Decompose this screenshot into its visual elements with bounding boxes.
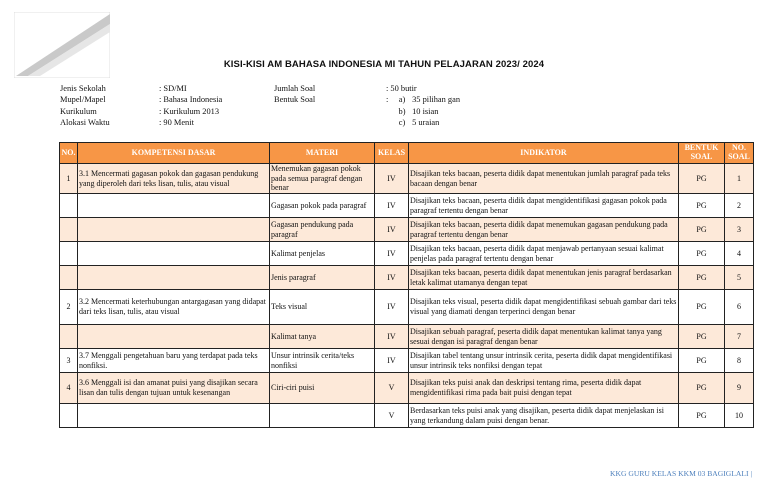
table-row	[60, 266, 754, 290]
question-type-list	[386, 83, 460, 129]
table-row	[60, 290, 754, 325]
question-type-text: 5 uraian	[412, 118, 440, 128]
header-bentuk-soal: BENTUK SOAL	[679, 143, 725, 164]
table-header-row	[60, 143, 754, 164]
info-value: : SD/MI	[159, 84, 187, 93]
cell-no-soal: 3	[725, 218, 754, 242]
cell-bentuk-soal: PG	[679, 373, 725, 404]
cell-kompetensi-dasar: 3.2 Mencermati keterhubungan antargagasan yang didapat dari teks lisan, tulis, atau visual	[78, 290, 270, 325]
cell-kelas: IV	[375, 218, 409, 242]
cell-indikator: Disajikan tabel tentang unsur intrinsik cerita, peserta didik dapat mengidentifikasi unsur intrinsik teks nonfiksi dengan tepat	[409, 349, 679, 373]
cell-bentuk-soal: PG	[679, 242, 725, 266]
cell-materi: Teks visual	[270, 290, 375, 325]
cell-no-soal: 7	[725, 325, 754, 349]
cell-materi	[270, 404, 375, 428]
cell-materi: Ciri-ciri puisi	[270, 373, 375, 404]
cell-kelas: IV	[375, 242, 409, 266]
question-type-letter: c)	[398, 118, 406, 128]
cell-materi: Kalimat tanya	[270, 325, 375, 349]
cell-materi: Kalimat penjelas	[270, 242, 375, 266]
cell-kompetensi-dasar	[78, 266, 270, 290]
cell-bentuk-soal: PG	[679, 194, 725, 218]
cell-kelas: IV	[375, 349, 409, 373]
question-type-item	[386, 94, 460, 105]
cell-no-soal: 10	[725, 404, 754, 428]
cell-indikator: Disajikan teks bacaan, peserta didik dapat menemukan gagasan pendukung pada paragraf tertentu dengan benar	[409, 218, 679, 242]
header-kelas: KELAS	[375, 143, 409, 164]
cell-no: 1	[60, 164, 78, 194]
cell-indikator: Disajikan teks visual, peserta didik dapat mengidentifikasi sebuah gambar dari teks visual yang diamati dengan terperinci dengan benar	[409, 290, 679, 325]
cell-no-soal: 9	[725, 373, 754, 404]
cell-no	[60, 404, 78, 428]
cell-bentuk-soal: PG	[679, 290, 725, 325]
cell-no-soal: 5	[725, 266, 754, 290]
question-type-item	[386, 106, 460, 117]
kisi-kisi-table	[59, 142, 754, 428]
header-no: NO.	[60, 143, 78, 164]
cell-bentuk-soal: PG	[679, 325, 725, 349]
question-type-letter: a)	[398, 95, 406, 105]
cell-bentuk-soal: PG	[679, 266, 725, 290]
header-kompetensi-dasar: KOMPETENSI DASAR	[78, 143, 270, 164]
cell-indikator: Berdasarkan teks puisi anak yang disajikan, peserta didik dapat menjelaskan isi yang terkandung dalam puisi dengan benar.	[409, 404, 679, 428]
cell-no	[60, 218, 78, 242]
info-row	[60, 106, 222, 117]
info-value: : Kurikulum 2013	[159, 106, 220, 116]
cell-kelas: IV	[375, 325, 409, 349]
info-label: Alokasi Waktu	[60, 118, 110, 128]
cell-bentuk-soal: PG	[679, 349, 725, 373]
cell-kelas: V	[375, 373, 409, 404]
cell-kelas: IV	[375, 290, 409, 325]
question-type-text: 10 isian	[412, 106, 439, 116]
table-row	[60, 404, 754, 428]
header-no-soal: NO. SOAL	[725, 143, 754, 164]
header-indikator: INDIKATOR	[409, 143, 679, 164]
cell-bentuk-soal: PG	[679, 164, 725, 194]
cell-indikator: Disajikan teks bacaan, peserta didik dapat mengidentifikasi gagasan pokok pada paragraf tertentu dengan benar	[409, 194, 679, 218]
table-row	[60, 325, 754, 349]
cell-materi: Gagasan pendukung pada paragraf	[270, 218, 375, 242]
cell-no-soal: 6	[725, 290, 754, 325]
cell-kelas: V	[375, 404, 409, 428]
info-value: : 50 butir	[386, 84, 417, 93]
info-label: Jumlah Soal	[274, 84, 316, 93]
school-info	[60, 83, 222, 129]
table-row	[60, 194, 754, 218]
page-footer: KKG GURU KELAS KKM 03 BAGIGLALI |	[610, 469, 752, 478]
cell-kompetensi-dasar	[78, 194, 270, 218]
cell-no: 2	[60, 290, 78, 325]
cell-kompetensi-dasar: 3.1 Mencermati gagasan pokok dan gagasan pendukung yang diperoleh dari teks lisan, tulis, atau visual	[78, 164, 270, 194]
cell-no	[60, 242, 78, 266]
cell-materi: Unsur intrinsik cerita/teks nonfiksi	[270, 349, 375, 373]
cell-kelas: IV	[375, 164, 409, 194]
cell-kompetensi-dasar	[78, 218, 270, 242]
header-materi: MATERI	[270, 143, 375, 164]
cell-no	[60, 266, 78, 290]
table-row	[60, 373, 754, 404]
table-row	[60, 349, 754, 373]
cell-indikator: Disajikan teks bacaan, peserta didik dapat menjawab pertanyaan sesuai kalimat penjelas pada paragraf tertentu dengan benar	[409, 242, 679, 266]
cell-kompetensi-dasar: 3.7 Menggali pengetahuan baru yang terdapat pada teks nonfiksi.	[78, 349, 270, 373]
cell-materi: Gagasan pokok pada paragraf	[270, 194, 375, 218]
info-row	[60, 83, 222, 94]
cell-no	[60, 194, 78, 218]
cell-indikator: Disajikan teks puisi anak dan deskripsi tentang rima, peserta didik dapat mengidentifikasi rima pada bait puisi dengan tepat	[409, 373, 679, 404]
question-type-letter: b)	[398, 106, 406, 116]
document-title: KISI-KISI AM BAHASA INDONESIA MI TAHUN PELAJARAN 2023/ 2024	[223, 59, 545, 70]
cell-kelas: IV	[375, 194, 409, 218]
info-label: Bentuk Soal	[274, 95, 316, 105]
info-value: : 90 Menit	[159, 118, 194, 128]
cell-no-soal: 2	[725, 194, 754, 218]
cell-bentuk-soal: PG	[679, 218, 725, 242]
cell-no-soal: 1	[725, 164, 754, 194]
cell-bentuk-soal: PG	[679, 404, 725, 428]
cell-materi: Menemukan gagasan pokok pada semua paragraf dengan benar	[270, 164, 375, 194]
cell-no: 4	[60, 373, 78, 404]
cell-kompetensi-dasar: 3.6 Menggali isi dan amanat puisi yang disajikan secara lisan dan tulis dengan tujuan untuk kesenangan	[78, 373, 270, 404]
info-label: Kurikulum	[60, 106, 97, 116]
table-row	[60, 242, 754, 266]
cell-kompetensi-dasar	[78, 242, 270, 266]
cell-no: 3	[60, 349, 78, 373]
info-row	[60, 94, 222, 105]
info-row	[60, 117, 222, 128]
cell-kelas: IV	[375, 266, 409, 290]
cell-kompetensi-dasar	[78, 325, 270, 349]
cell-kompetensi-dasar	[78, 404, 270, 428]
info-label: Mupel/Mapel	[60, 95, 106, 105]
cell-materi: Jenis paragraf	[270, 266, 375, 290]
cell-no-soal: 4	[725, 242, 754, 266]
question-type-item	[386, 117, 460, 128]
table-row	[60, 164, 754, 194]
cell-no	[60, 325, 78, 349]
cell-no-soal: 8	[725, 349, 754, 373]
info-value: : Bahasa Indonesia	[159, 95, 223, 105]
cell-indikator: Disajikan teks bacaan, peserta didik dapat menentukan jumlah paragraf pada teks bacaan dengan benar	[409, 164, 679, 194]
cell-indikator: Disajikan sebuah paragraf, peserta didik dapat menentukan kalimat tanya yang sesuai dengan isi paragraf dengan benar	[409, 325, 679, 349]
cell-indikator: Disajikan teks bacaan, peserta didik dapat menentukan jenis paragraf berdasarkan letak kalimat utamanya dengan tepat	[409, 266, 679, 290]
info-value: :	[386, 95, 389, 105]
table-row	[60, 218, 754, 242]
question-type-text: 35 pilihan gan	[412, 95, 461, 105]
info-label: Jenis Sekolah	[60, 84, 106, 93]
